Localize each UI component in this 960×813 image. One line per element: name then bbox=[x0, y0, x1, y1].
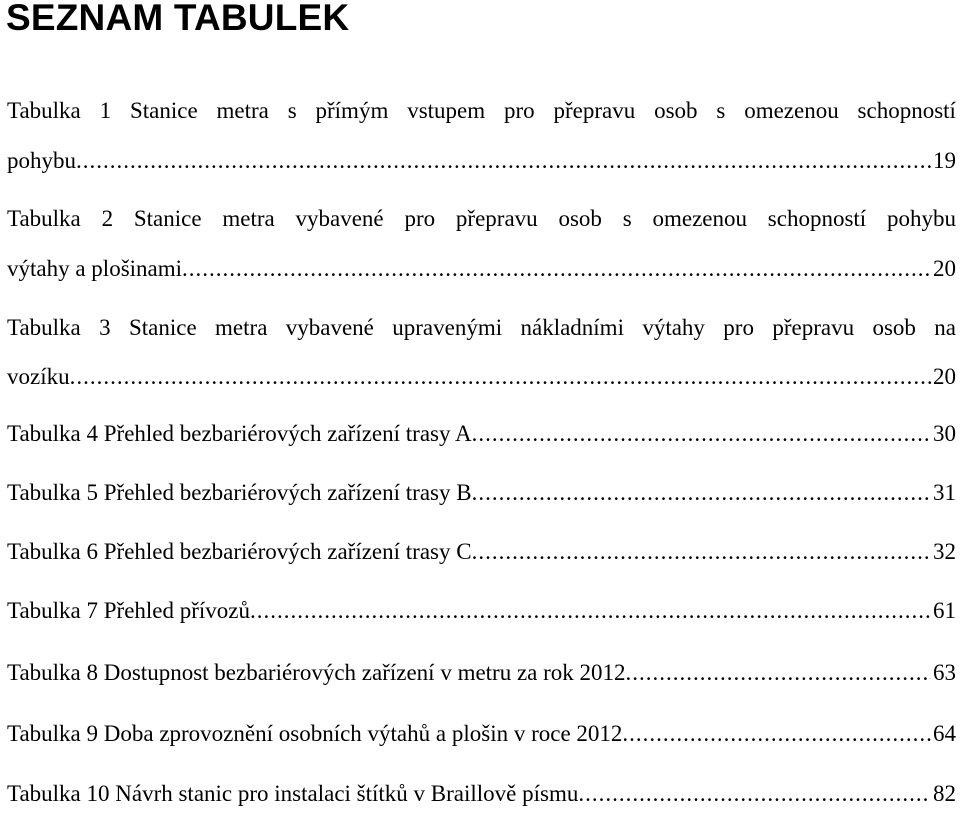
toc-entry-title-word: Tabulka bbox=[7, 315, 81, 340]
toc-entry-page-number: 20 bbox=[933, 256, 956, 281]
toc-entry-title-word: omezenou bbox=[744, 98, 839, 123]
toc-entry-title-word: vstupem bbox=[407, 98, 486, 123]
toc-entry-title-continued: pohybu bbox=[7, 148, 76, 173]
toc-entry-title: Tabulka 8 Dostupnost bezbariérových zařízení v metru za rok 2012 bbox=[7, 660, 626, 685]
toc-entry-title-word: osob bbox=[872, 315, 916, 340]
toc-entry-title-word: 3 bbox=[99, 315, 111, 340]
toc-entry-title bbox=[7, 204, 956, 234]
toc-entry-page-number: 31 bbox=[933, 480, 956, 505]
toc-entry-title-word: pohybu bbox=[886, 206, 956, 231]
toc-entry-title-word: pro bbox=[723, 315, 754, 340]
toc-entry-title: Tabulka 9 Doba zprovoznění osobních výtahů a plošin v roce 2012 bbox=[7, 721, 623, 746]
toc-entry-title-word: 1 bbox=[99, 98, 112, 123]
toc-entry-title-word: s bbox=[716, 98, 726, 123]
toc-entry-title-word: na bbox=[934, 315, 956, 340]
dot-leader bbox=[76, 146, 931, 176]
toc-entry-page-number: 64 bbox=[933, 721, 956, 746]
toc-entry-title-word: vybavené bbox=[285, 315, 374, 340]
toc-entry-title-word: metra bbox=[222, 206, 275, 231]
toc-entry-title-continued: výtahy a plošinami bbox=[7, 256, 183, 281]
dot-leader bbox=[70, 362, 931, 392]
toc-entry-title: Tabulka 10 Návrh stanic pro instalaci štítků v Braillově písmu bbox=[7, 781, 579, 806]
toc-entry-second-line bbox=[7, 146, 956, 176]
toc-entry-title-word: Stanice bbox=[133, 206, 202, 231]
dot-leader bbox=[250, 596, 931, 626]
dot-leader bbox=[626, 658, 931, 688]
toc-entry-title: Tabulka 4 Přehled bezbariérových zařízení trasy A bbox=[7, 421, 472, 446]
toc-entry-title-word: osob bbox=[654, 98, 698, 123]
toc-entry-title-word: s bbox=[622, 206, 632, 231]
toc-entry-title-word: výtahy bbox=[642, 315, 705, 340]
toc-entry-page-number: 19 bbox=[933, 148, 956, 173]
toc-entry-title-word: Tabulka bbox=[7, 98, 81, 123]
dot-leader bbox=[578, 779, 931, 809]
toc-entry-title-word: Tabulka bbox=[7, 206, 81, 231]
toc-entry-title-word: přepravu bbox=[553, 98, 636, 123]
toc-entry-title-word: nákladními bbox=[520, 315, 624, 340]
dot-leader bbox=[622, 719, 931, 749]
page-heading: SEZNAM TABULEK bbox=[6, 0, 350, 38]
toc-entry-title-word: metra bbox=[216, 98, 269, 123]
toc-entry-title-word: schopností bbox=[767, 206, 867, 231]
dot-leader bbox=[472, 419, 931, 449]
toc-entry-title: Tabulka 5 Přehled bezbariérových zařízení trasy B bbox=[7, 480, 472, 505]
toc-entry-page-number: 20 bbox=[933, 364, 956, 389]
toc-entry-title-word: Stanice bbox=[128, 315, 197, 340]
toc-entry-title-word: upravenými bbox=[392, 315, 503, 340]
toc-entry-title-continued: vozíku bbox=[7, 364, 70, 389]
toc-entry-page-number: 61 bbox=[933, 598, 956, 623]
toc-entry-title: Tabulka 6 Přehled bezbariérových zařízení trasy C bbox=[7, 539, 472, 564]
toc-entry-title-word: pro bbox=[404, 206, 436, 231]
toc-entry-title-word: metra bbox=[215, 315, 268, 340]
toc-entry-second-line bbox=[7, 254, 956, 284]
toc-entry-page-number: 63 bbox=[933, 660, 956, 685]
toc-entry-title-word: Stanice bbox=[129, 98, 198, 123]
toc-entry-title-word: vybavené bbox=[295, 206, 384, 231]
toc-entry-page-number: 82 bbox=[933, 781, 956, 806]
toc-entry-page-number: 32 bbox=[933, 539, 956, 564]
toc-entry-title-word: schopností bbox=[857, 98, 956, 123]
dot-leader bbox=[182, 254, 931, 284]
toc-entry-title-word: osob bbox=[558, 206, 602, 231]
toc-entry-title bbox=[7, 313, 956, 343]
toc-entry-title-word: přímým bbox=[315, 98, 389, 123]
toc-entry-title-word: přepravu bbox=[455, 206, 538, 231]
toc-entry-title-word: pro bbox=[503, 98, 535, 123]
toc-entry-title-word: 2 bbox=[101, 206, 114, 231]
toc-entry-page-number: 30 bbox=[933, 421, 956, 446]
toc-entry-title-word: omezenou bbox=[652, 206, 747, 231]
toc-entry-title bbox=[7, 96, 956, 126]
dot-leader bbox=[472, 537, 931, 567]
toc-entry-title-word: s bbox=[287, 98, 297, 123]
toc-entry-second-line bbox=[7, 362, 956, 392]
toc-entry-title-word: přepravu bbox=[772, 315, 855, 340]
toc-entry-title: Tabulka 7 Přehled přívozů bbox=[7, 598, 251, 623]
dot-leader bbox=[472, 478, 931, 508]
